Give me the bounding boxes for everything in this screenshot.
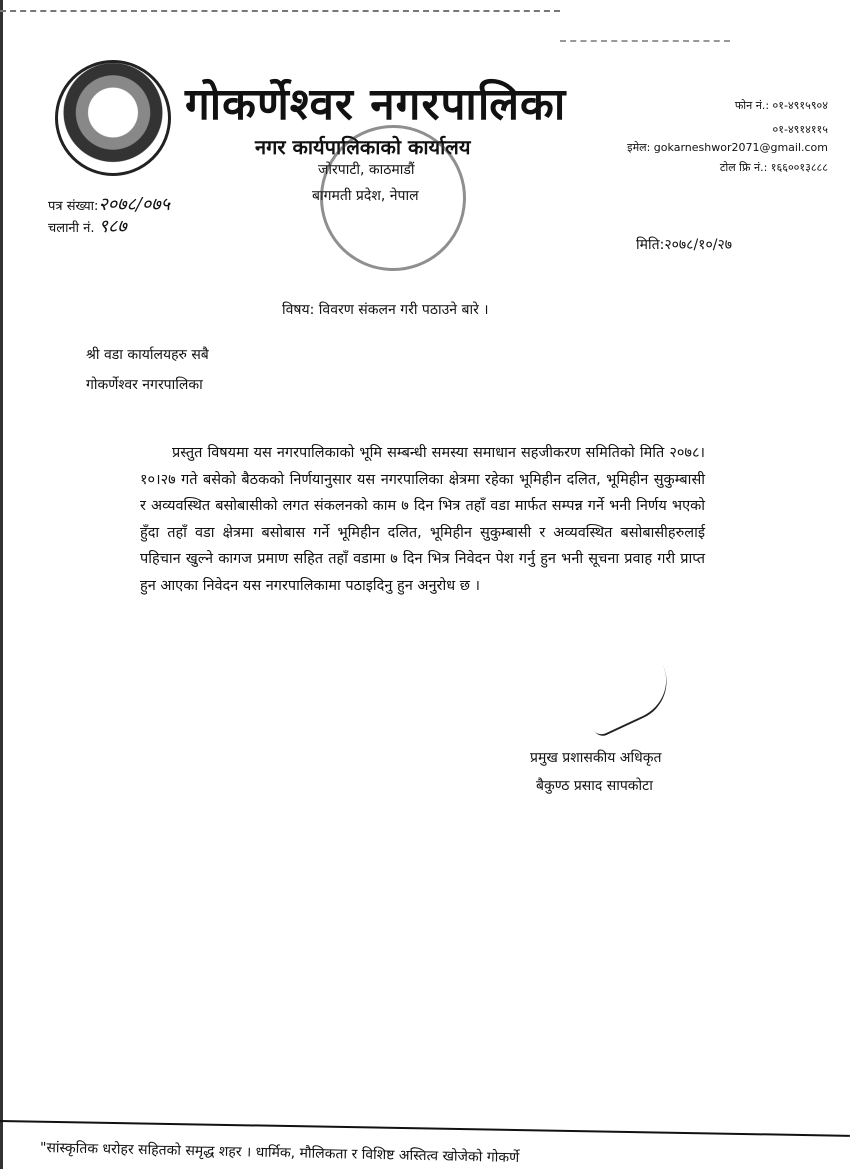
letter-body: प्रस्तुत विषयमा यस नगरपालिकाको भूमि सम्बन्धी समस्या समाधान सहजीकरण समितिको मिति २०७८।१०।२७ गते बसेको बैठकको निर्णयानुसार यस नगरपालिका क्षेत्रमा रहेका भूमिहीन दलित, भूमिहीन सुकुम्बासी र अव्यवस्थित बसोबासीको लगत संकलनको काम ७ दिन भित्र तहाँ वडा मार्फत सम्पन्न गर्ने भनी निर्णय भएको हुँदा तहाँ वडा क्षेत्रमा बसोबास गर्ने भूमिहीन दलित, भूमिहीन सुकुम्बासी र अव्यवस्थित बसोबासीहरुलाई पहिचान खुल्ने कागज प्रमाण सहित तहाँ वडामा ७ दिन भित्र निवेदन पेश गर्नु हुन भनी सूचना प्रवाह गरी प्राप्त हुन आएका निवेदन यस नगरपालिकामा पठाइदिनु हुन अनुरोध छ ।	[140, 445, 705, 594]
toll-free: टोल फ्रि नं.: १६६००१३८८८	[719, 161, 828, 174]
letterhead-title: गोकर्णेश्वर नगरपालिका	[185, 79, 567, 130]
address-line-1: जोरपाटी, काठमाडौं	[318, 162, 415, 178]
signatory-name: बैकुण्ठ प्रसाद सापकोटा	[536, 778, 653, 794]
dispatch-number	[48, 214, 127, 238]
scan-edge	[0, 0, 3, 1169]
email: इमेल: gokarneshwor2071@gmail.com	[627, 141, 828, 154]
municipality-emblem-logo	[55, 60, 171, 176]
letter-number	[48, 192, 170, 216]
letter-number-label: पत्र संख्या:	[48, 199, 99, 214]
signatory-title: प्रमुख प्रशासकीय अधिकृत	[530, 750, 662, 766]
letter-date	[636, 235, 732, 254]
date-value: २०७८/१०/२७	[664, 237, 733, 253]
address-line-2: बागमती प्रदेश, नेपाल	[312, 188, 419, 204]
signature	[580, 663, 679, 739]
dispatch-number-label: चलानी नं.	[48, 221, 95, 236]
footer-slogan: "सांस्कृतिक धरोहर सहितको समृद्ध शहर । धार्मिक, मौलिकता र विशिष्ट अस्तित्व खोजेको गोकर्णे	[39, 1140, 520, 1167]
recipient-line-2: गोकर्णेश्वर नगरपालिका	[86, 377, 203, 393]
scan-artifact-dashes	[0, 10, 560, 12]
subject-line: विषय: विवरण संकलन गरी पठाउने बारे ।	[282, 302, 489, 318]
dispatch-number-value: ९८७	[98, 216, 127, 237]
letter-number-value: २०७८/०७५	[98, 194, 170, 215]
recipient-line-1: श्री वडा कार्यालयहरु सबै	[86, 347, 209, 363]
date-label: मिति:	[636, 237, 665, 253]
phone-2: ०१-४९१४११५	[772, 123, 828, 136]
letterhead-subtitle: नगर कार्यपालिकाको कार्यालय	[255, 135, 471, 159]
phone-1: फोन नं.: ०१-४९१५९०४	[734, 99, 828, 112]
footer-divider	[0, 1120, 850, 1137]
scan-artifact-dashes	[560, 40, 730, 42]
